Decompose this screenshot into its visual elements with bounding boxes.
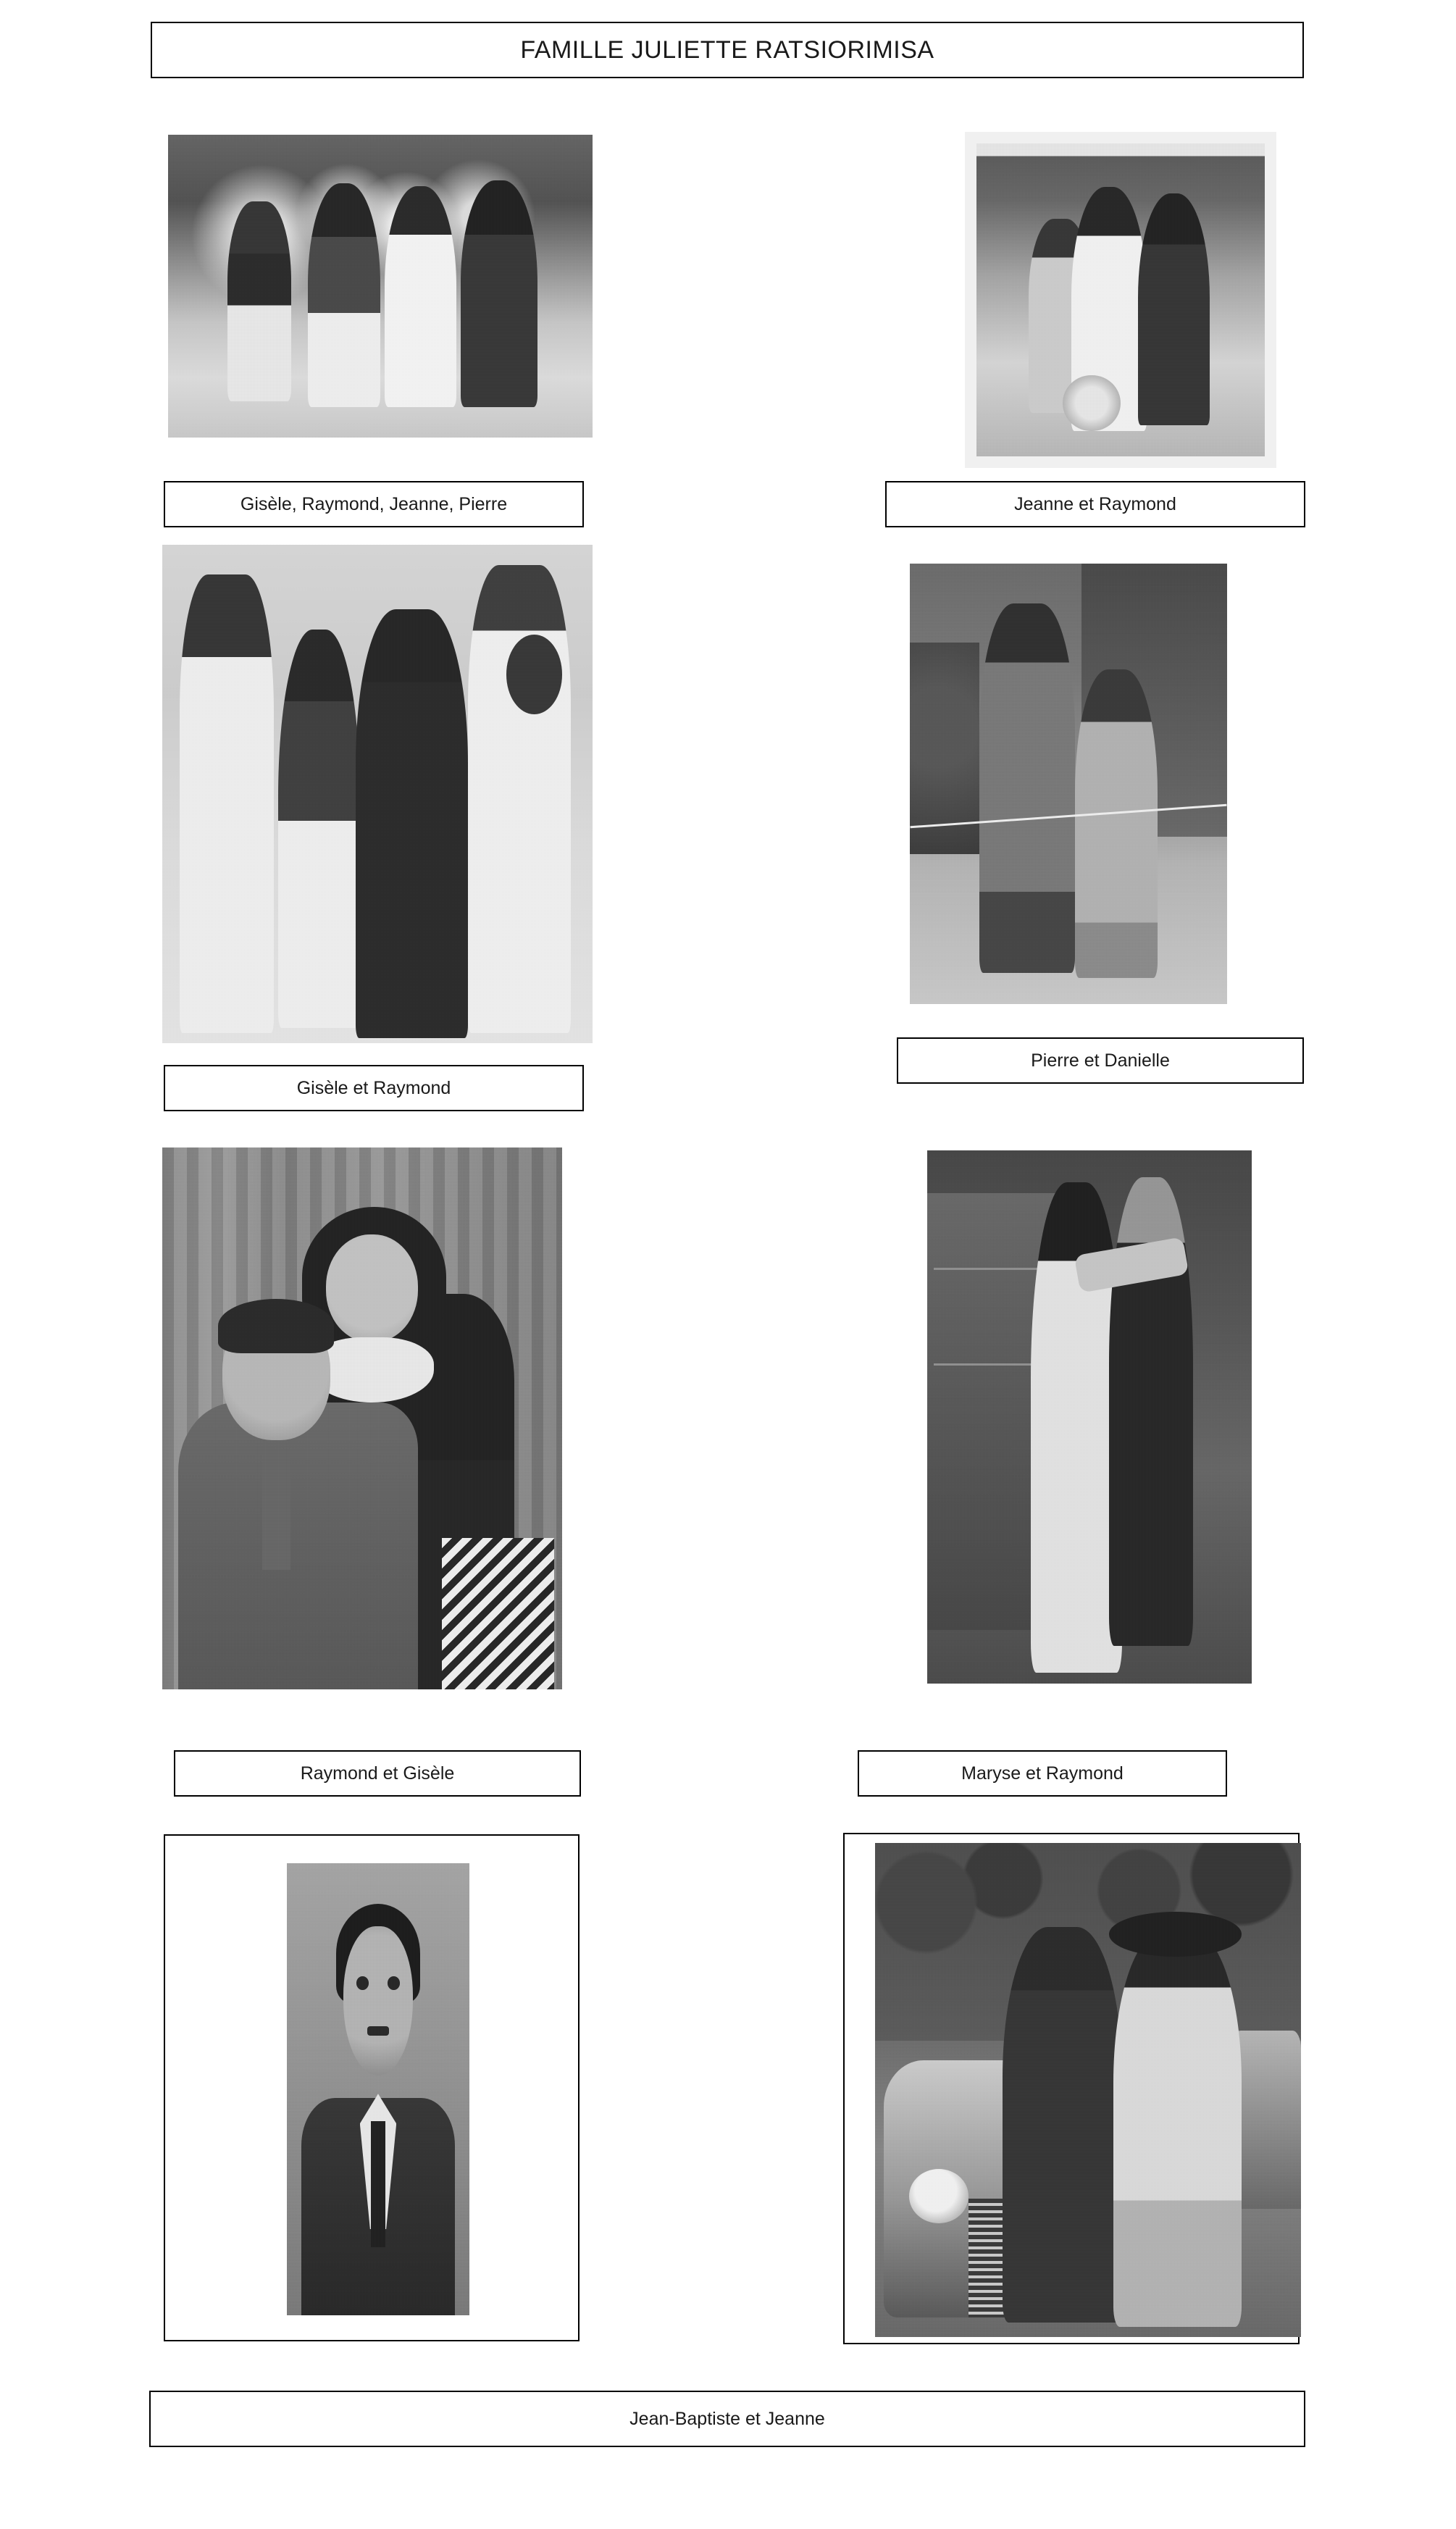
- chevron-pattern: [442, 1538, 554, 1689]
- caption-text: Pierre et Danielle: [1031, 1050, 1170, 1071]
- caption-raymond-gisele: [174, 1750, 581, 1797]
- photo-maryse-raymond: [927, 1150, 1252, 1684]
- figure-guest-right: [468, 565, 572, 1034]
- figure-gisele: [278, 630, 360, 1028]
- figure-raymond-hair: [218, 1299, 334, 1353]
- caption-gisele-raymond: [164, 1065, 584, 1111]
- caption-dancers-group: [164, 481, 584, 527]
- frame-couple-car: [843, 1833, 1300, 2344]
- photo-dancers-group-image: [168, 135, 593, 438]
- page-title: FAMILLE JULIETTE RATSIORIMISA: [520, 35, 934, 64]
- figure-eye-left: [356, 1976, 369, 1990]
- figure-pierre: [461, 180, 537, 408]
- frame-jean-baptiste-portrait: [164, 1834, 580, 2341]
- figure-gisele-face: [326, 1234, 418, 1343]
- photo-gisele-raymond: [162, 545, 593, 1043]
- figure-raymond: [356, 609, 467, 1038]
- photo-dancers-group: [168, 135, 593, 438]
- photo-couple-car: [875, 1843, 1301, 2337]
- photo-jeanne-raymond-image: [976, 143, 1265, 456]
- figure-face: [343, 1926, 413, 2076]
- photo-maryse-raymond-image: [927, 1150, 1252, 1684]
- caption-pierre-danielle: [897, 1037, 1304, 1084]
- caption-jeanne-raymond: [885, 481, 1305, 527]
- figure-raymond: [1138, 193, 1210, 425]
- figure-gisele: [227, 201, 291, 401]
- caption-text: Gisèle, Raymond, Jeanne, Pierre: [240, 493, 508, 514]
- photo-pierre-danielle-image: [910, 564, 1227, 1004]
- car-headlight: [909, 2169, 968, 2223]
- figure-guest-background: [506, 635, 562, 714]
- shelf: [934, 1268, 1050, 1270]
- caption-text: Raymond et Gisèle: [300, 1763, 455, 1784]
- figure-danielle: [1075, 669, 1158, 978]
- caption-text: Gisèle et Raymond: [296, 1077, 451, 1098]
- necktie: [262, 1451, 290, 1571]
- caption-text: Maryse et Raymond: [961, 1763, 1124, 1784]
- figure-jeanne: [385, 186, 457, 407]
- document-title-box: [151, 22, 1304, 78]
- caption-text: Jeanne et Raymond: [1014, 493, 1176, 514]
- figure-raymond: [308, 183, 380, 407]
- photo-jean-baptiste-image: [287, 1863, 469, 2315]
- figure-raymond-body: [178, 1403, 418, 1689]
- photo-jean-baptiste-portrait: [287, 1863, 469, 2315]
- caption-maryse-raymond: [858, 1750, 1227, 1797]
- figure-moustache: [367, 2026, 389, 2036]
- photo-jeanne-raymond: [965, 132, 1276, 468]
- figure-eye-right: [388, 1976, 401, 1990]
- figure-pierre: [979, 603, 1074, 974]
- photo-pierre-danielle: [910, 564, 1227, 1004]
- photo-gisele-raymond-image: [162, 545, 593, 1043]
- photo-raymond-gisele: [162, 1148, 562, 1689]
- caption-text: Jean-Baptiste et Jeanne: [629, 2408, 825, 2429]
- caption-bottom: [149, 2391, 1305, 2447]
- figure-hat: [1109, 1912, 1241, 1956]
- figure-jeanne: [1113, 1932, 1241, 2328]
- figure-guest-left: [180, 574, 275, 1033]
- photo-raymond-gisele-image: [162, 1148, 562, 1689]
- figure-jean-baptiste: [1003, 1927, 1122, 2323]
- photo-couple-car-image: [875, 1843, 1301, 2337]
- figure-necktie: [371, 2121, 385, 2248]
- flowers: [1063, 375, 1121, 432]
